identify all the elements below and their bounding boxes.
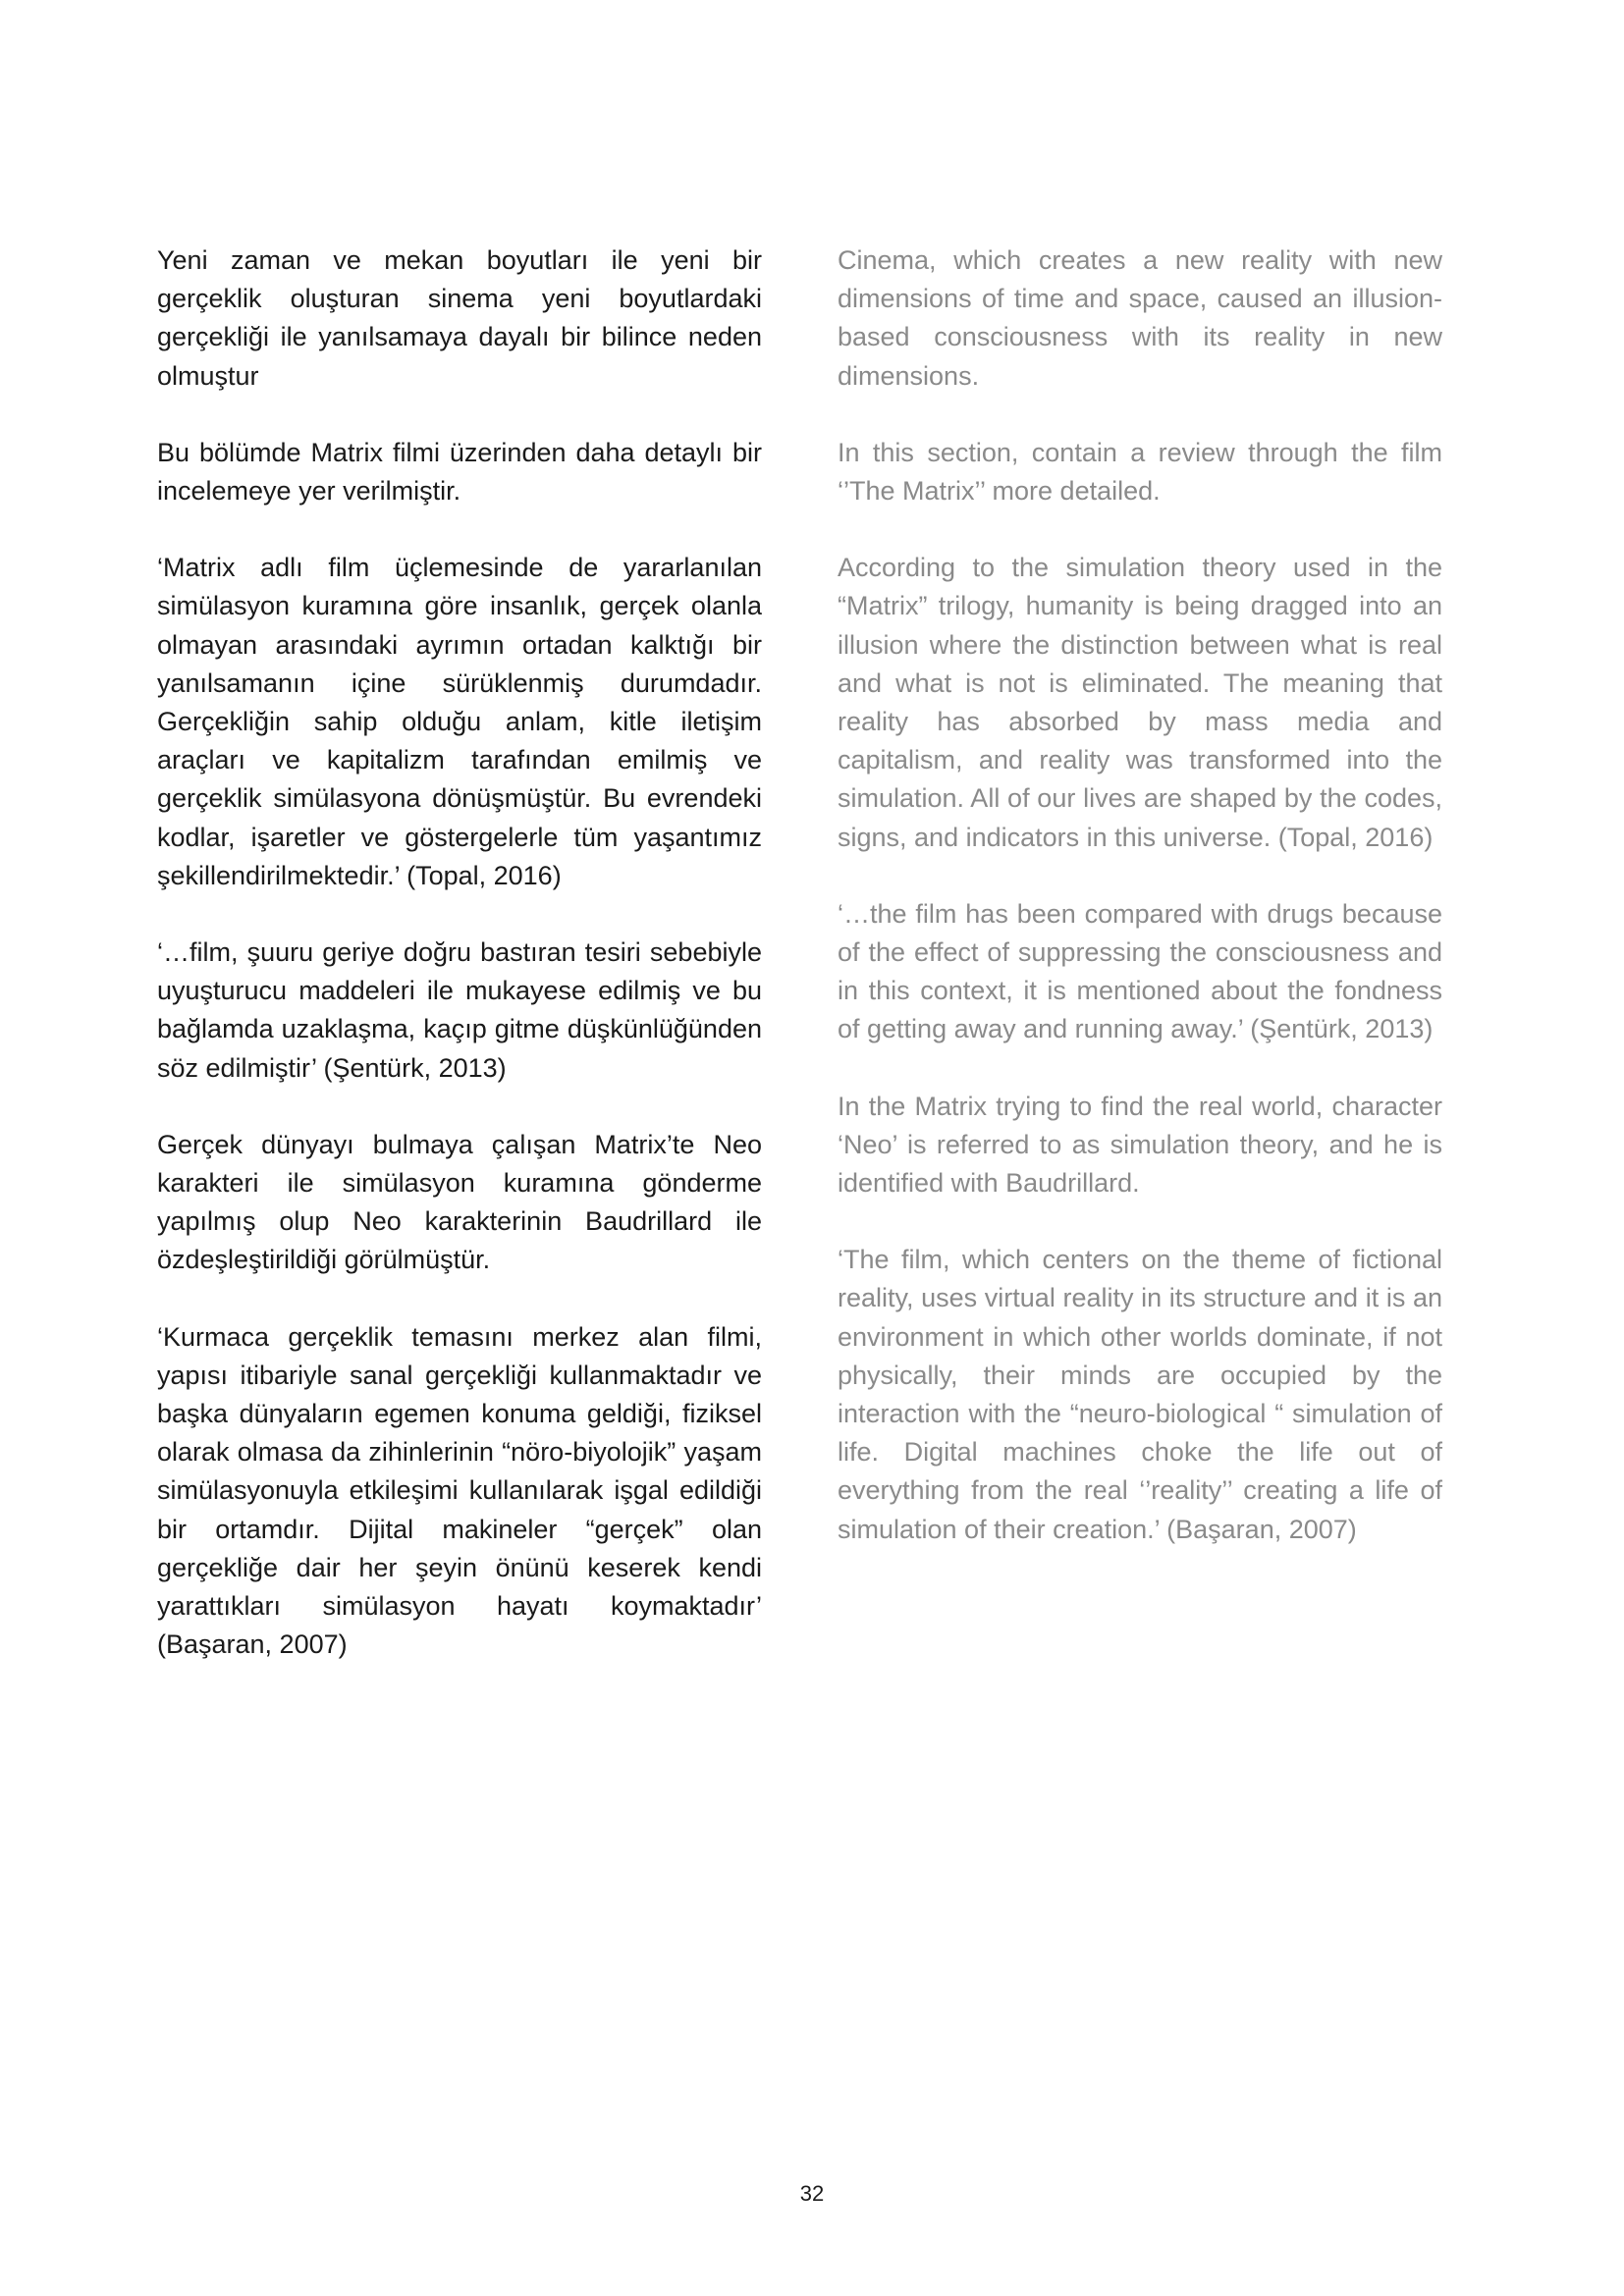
- turkish-paragraph-4: ‘…film, şuuru geriye doğru bastıran tesiri sebebiyle uyuşturucu maddeleri ile mukayese edilmiş ve bu bağlamda uzaklaşma, kaçıp gitme düşkünlüğünden söz edilmiştir’ (Şentürk, 2013): [157, 937, 762, 1083]
- english-paragraph-4: ‘…the film has been compared with drugs because of the effect of suppressing the consciousness and in this context, it is mentioned about the fondness of getting away and running away.’ (Şentürk, 2013): [838, 898, 1442, 1044]
- english-paragraph-1: Cinema, which creates a new reality with new dimensions of time and space, caused an illusion-based consciousness with its reality in new dimensions.: [838, 245, 1442, 391]
- english-paragraph-2: In this section, contain a review through the film ‘’The Matrix’’ more detailed.: [838, 437, 1442, 507]
- page-number: 32: [799, 2181, 825, 2206]
- turkish-paragraph-5: Gerçek dünyayı bulmaya çalışan Matrix’te Neo karakteri ile simülasyon kuramına gönderme yapılmış olup Neo karakterinin Baudrillard ile özdeşleştirildiği görülmüştür.: [157, 1129, 762, 1275]
- turkish-paragraph-2: Bu bölümde Matrix filmi üzerinden daha detaylı bir incelemeye yer verilmiştir.: [157, 437, 762, 507]
- english-paragraph-6: ‘The film, which centers on the theme of fictional reality, uses virtual reality in its structure and it is an environment in which other worlds dominate, if not physically, their minds are occupied by the interaction with the “neuro-biological “ simulation of life. Digital machines choke the life out of everything from the real ‘’reality’’ creating a life of simulation of their creation.’ (Başaran, 2007): [838, 1245, 1442, 1544]
- turkish-paragraph-3: ‘Matrix adlı film üçlemesinde de yararlanılan simülasyon kuramına göre insanlık, gerçek olanla olmayan arasındaki ayrımın ortadan kalktığı bir yanılsamanın içine sürüklenmiş durumdadır. Gerçekliğin sahip olduğu anlam, kitle iletişim araçları ve kapitalizm tarafından emilmiş ve gerçeklik simülasyona dönüşmüştür. Bu evrendeki kodlar, işaretler ve göstergelerle tüm yaşantımız şekillendirilmektedir.’ (Topal, 2016): [157, 553, 762, 890]
- turkish-text-column: [157, 241, 762, 1703]
- english-paragraph-3: According to the simulation theory used in the “Matrix” trilogy, humanity is being dragged into an illusion where the distinction between what is real and what is not is eliminated. The meaning that reality has absorbed by mass media and capitalism, and reality was transformed into the simulation. All of our lives are shaped by the codes, signs, and indicators in this universe. (Topal, 2016): [838, 553, 1442, 852]
- english-paragraph-5: In the Matrix trying to find the real world, character ‘Neo’ is referred to as simulation theory, and he is identified with Baudrillard.: [838, 1091, 1442, 1199]
- turkish-paragraph-6: ‘Kurmaca gerçeklik temasını merkez alan filmi, yapısı itibariyle sanal gerçekliği kullanmaktadır ve başka dünyaların egemen konuma geldiği, fiziksel olarak olmasa da zihinlerinin “nöro-biyolojik” yaşam simülasyonuyla etkileşimi kullanılarak işgal edildiği bir ortamdır. Dijital makineler “gerçek” olan gerçekliğe dair her şeyin önünü keserek kendi yarattıkları simülasyon hayatı koymaktadır’ (Başaran, 2007): [157, 1321, 762, 1660]
- turkish-paragraph-1: Yeni zaman ve mekan boyutları ile yeni bir gerçeklik oluşturan sinema yeni boyutlardaki gerçekliği ile yanılsamaya dayalı bir bilince neden olmuştur: [157, 245, 762, 391]
- english-text-column: [838, 241, 1442, 1587]
